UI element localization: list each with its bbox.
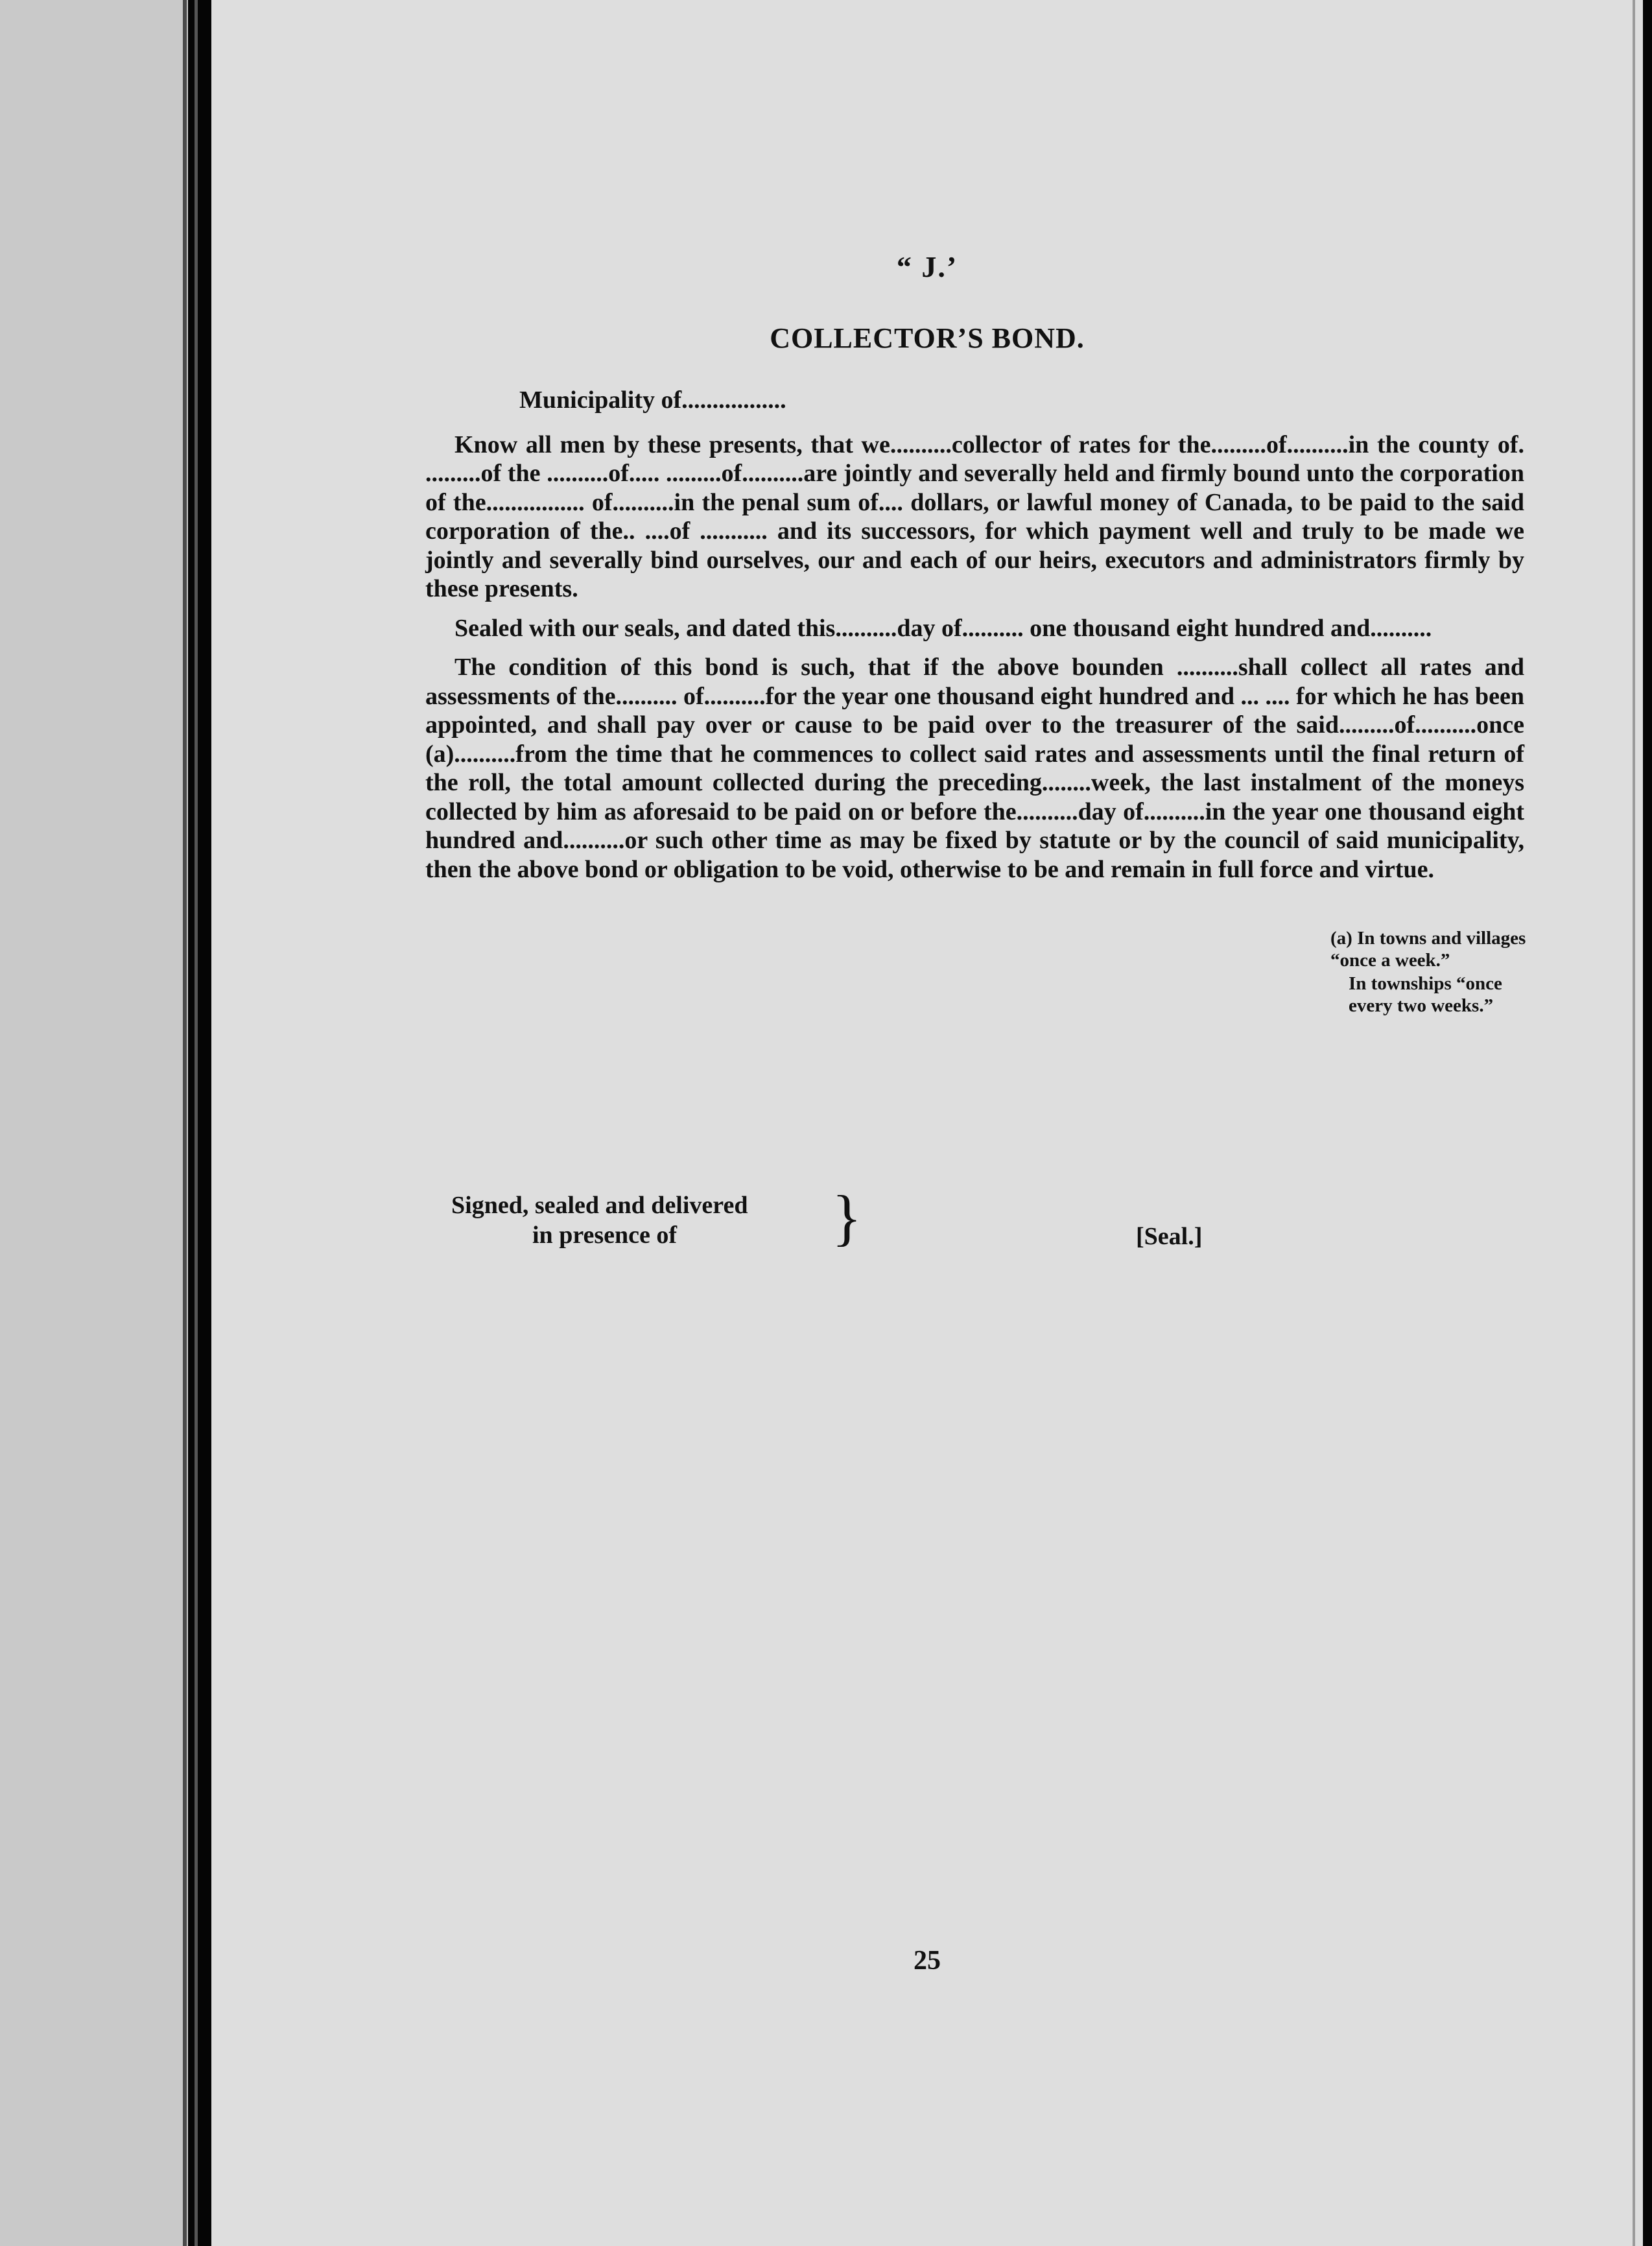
margin-note-townships: In townships “once every two weeks.” [1349, 973, 1502, 1016]
signature-block [451, 1190, 748, 1250]
document-page [211, 0, 1643, 2246]
binding-gutter [0, 0, 188, 2246]
seal-label: [Seal.] [1136, 1223, 1203, 1250]
municipality-line: Municipality of................. [519, 386, 786, 414]
signature-line: in presence of [532, 1222, 678, 1249]
document-title: COLLECTOR’S BOND. [770, 322, 1085, 354]
bond-body [425, 386, 1524, 894]
signature-line: Signed, sealed and delivered [451, 1192, 748, 1219]
margin-note [1330, 927, 1548, 1017]
binding-edge-line [183, 0, 187, 2246]
form-letter: “ J.’ [896, 250, 958, 283]
page-number: 25 [914, 1946, 941, 1976]
paragraph-know-all-men: Know all men by these presents, that we..........collector of rates for the.........of..........in the county of. .........of the ..........of..... .........of..........are jointly and severally held and firmly bound unto the corporation of the................ of..........in the penal sum of.... dollars, or lawful money of Canada, to be paid to the said corporation of the.. ....of ........... and its successors, for which payment well and truly to be made we jointly and severally bind ourselves, our and each of our heirs, executors and administrators firmly by these presents. [425, 431, 1524, 602]
signature-brace: } [832, 1183, 862, 1252]
margin-note-towns: (a) In towns and villages “once a week.” [1330, 928, 1526, 971]
paragraph-sealed: Sealed with our seals, and dated this..........day of.......... one thousand eight hundred and.......... [454, 614, 1432, 642]
binding-edge-line [195, 0, 198, 2246]
paragraph-condition: The condition of this bond is such, that if the above bounden ..........shall collect all rates and assessments of the.......... of..........for the year one thousand eight hundred and ... .... for which he has been appointed, and shall pay over or cause to be paid over to the treasurer of the said.........of..........once (a)..........from the time that he commences to collect said rates and assessments until the final return of the roll, the total amount collected during the preceding........week, the last instalment of the moneys collected by him as aforesaid to be paid on or before the..........day of..........in the year one thousand eight hundred and..........or such other time as may be fixed by statute or by the council of said municipality, then the above bond or obligation to be void, otherwise to be and remain in full force and virtue. [425, 654, 1524, 883]
